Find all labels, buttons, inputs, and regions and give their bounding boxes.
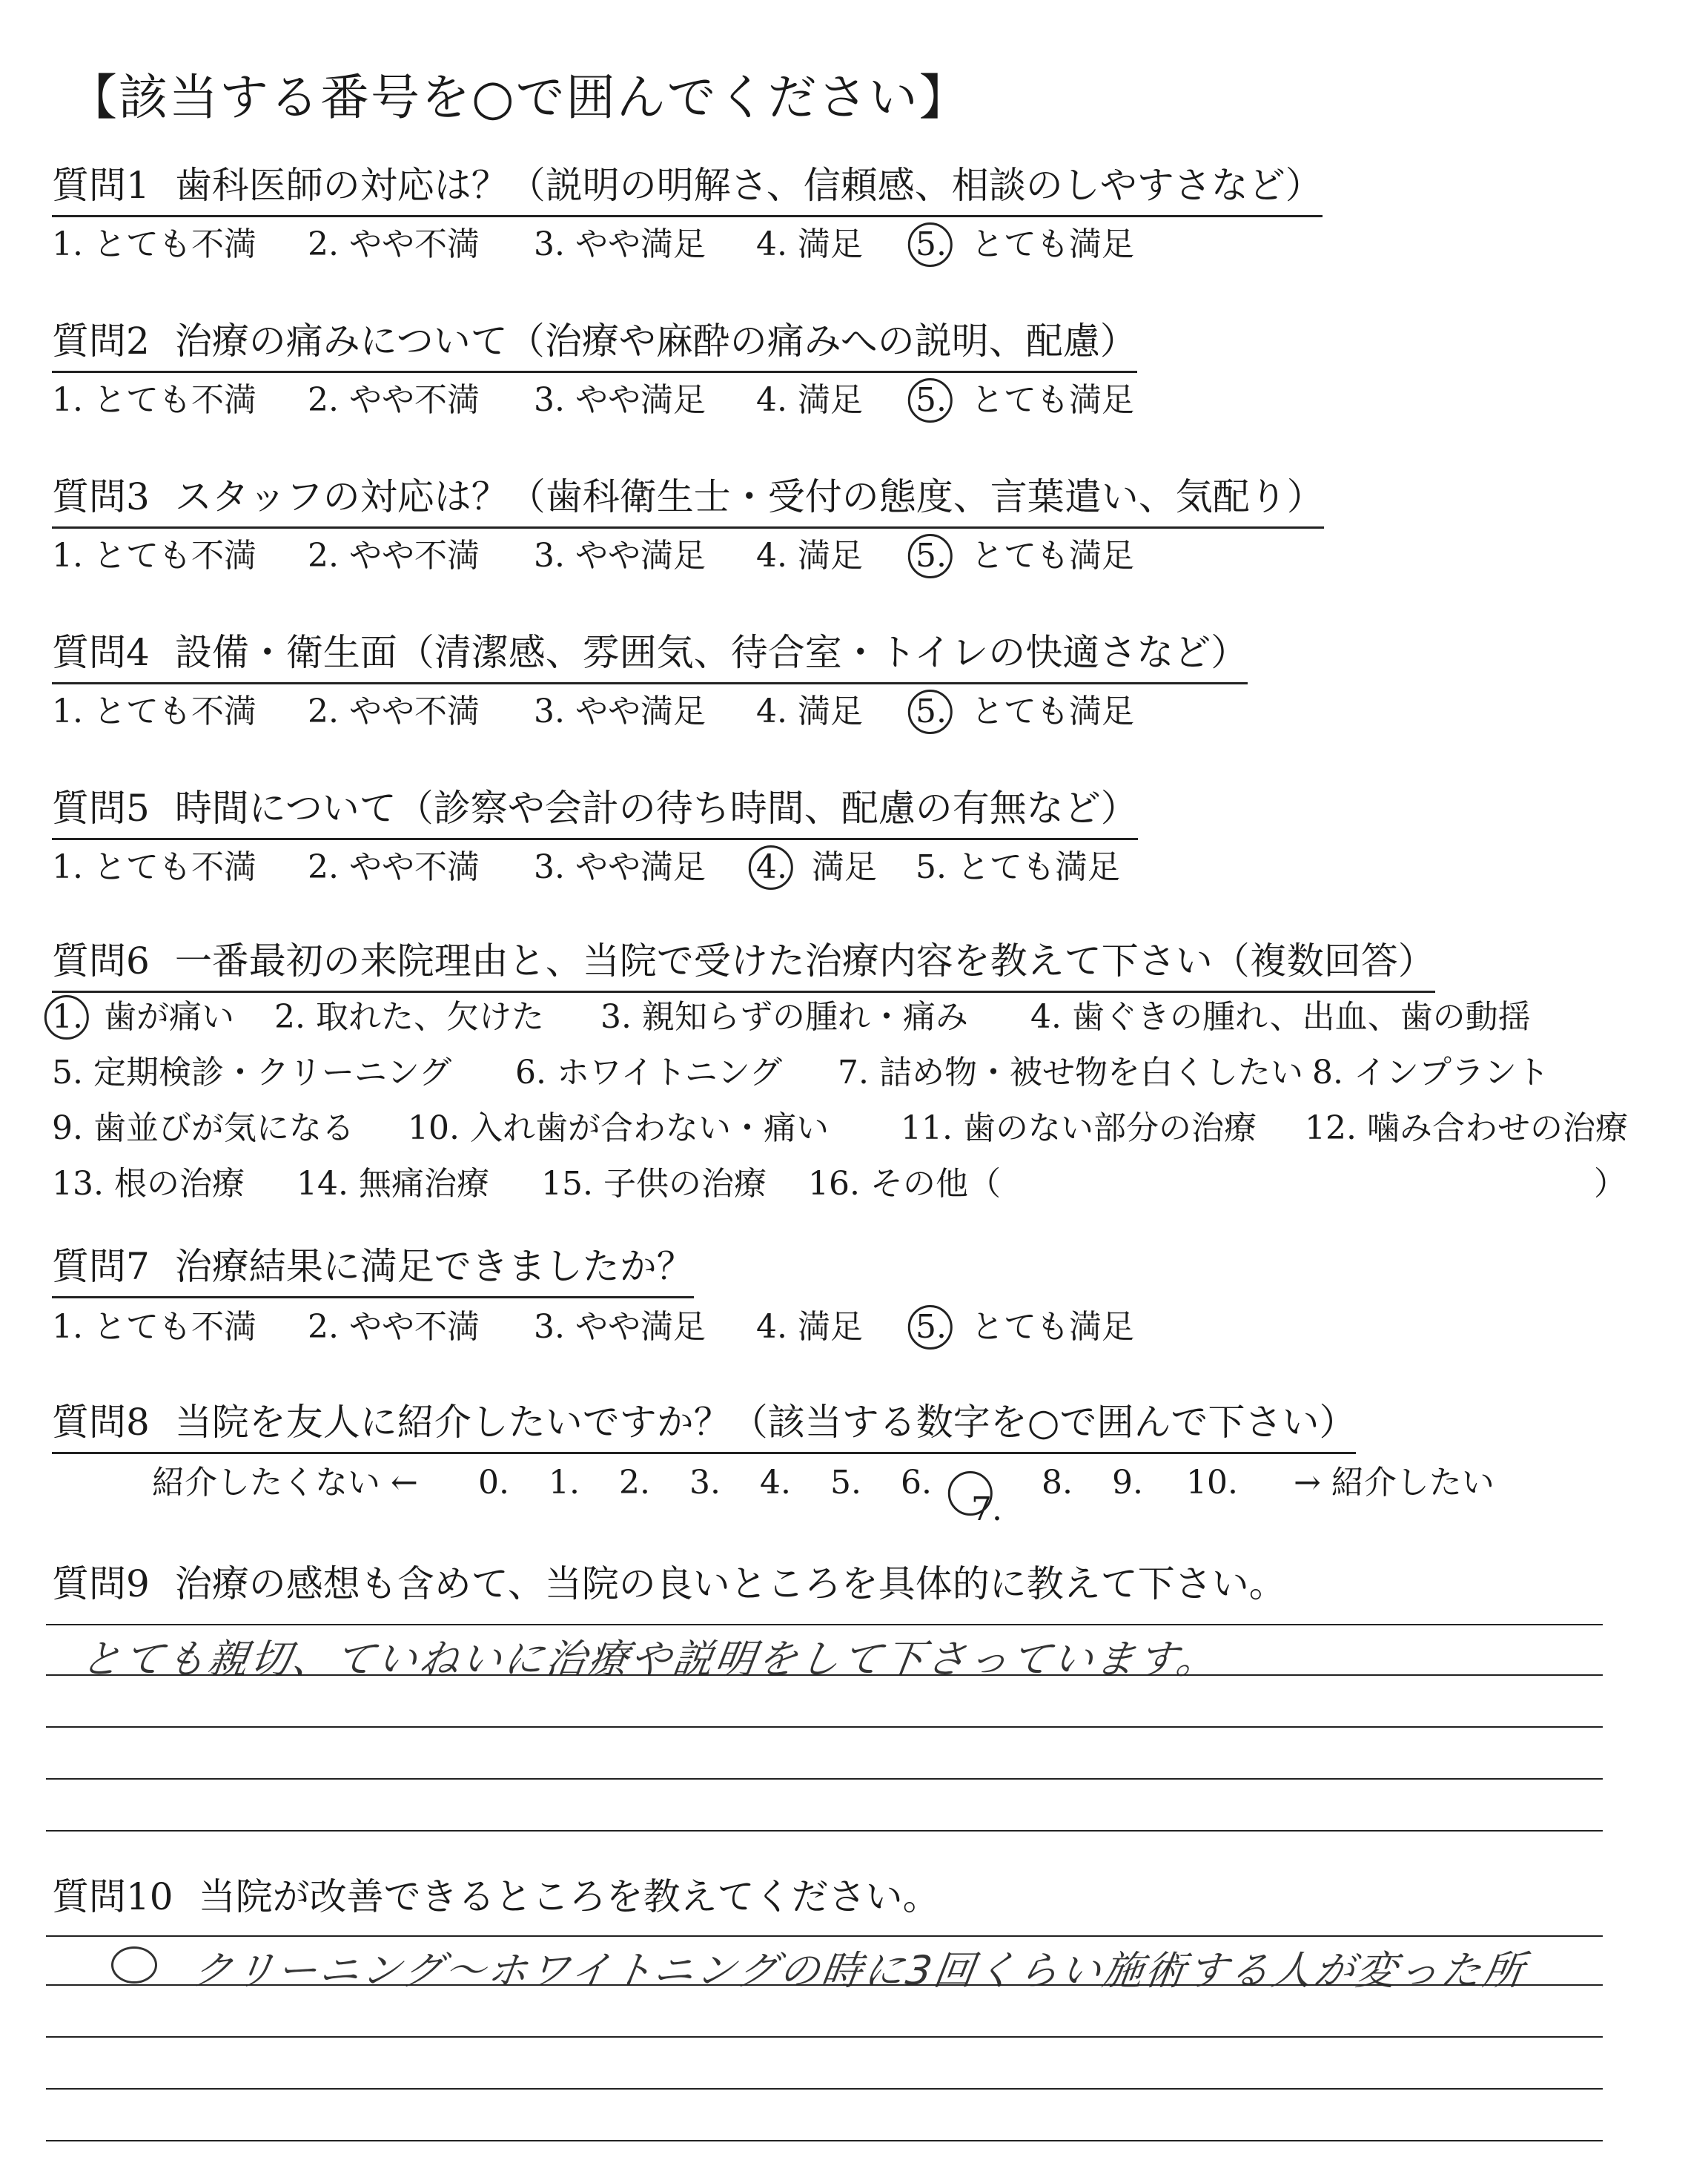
answer-line	[46, 2088, 1603, 2090]
q2-option-5[interactable]: 5.	[916, 384, 947, 417]
q2-option-4[interactable]: 4. 満足	[756, 381, 863, 419]
selection-circle	[44, 995, 89, 1040]
q3-option-1[interactable]: 1. とても不満	[52, 537, 256, 575]
q6-option-13[interactable]: 13. 根の治療	[52, 1165, 245, 1203]
q8-scale-5[interactable]: 5.	[830, 1464, 861, 1502]
q1-option-4[interactable]: 4. 満足	[756, 225, 863, 263]
q8-scale-9[interactable]: 9.	[1112, 1464, 1143, 1502]
q5-option-2[interactable]: 2. やや不満	[308, 848, 480, 886]
q10-handwritten-answer[interactable]: クリーニング〜ホワイトニングの時に3回くらい施術する人が変った所	[189, 1947, 1529, 1994]
q8-scale-10[interactable]: 10.	[1186, 1464, 1238, 1502]
q2-option-1[interactable]: 1. とても不満	[52, 381, 256, 419]
q4-option-1[interactable]: 1. とても不満	[52, 693, 256, 730]
question-6-text: 一番最初の来院理由と、当院で受けた治療内容を教えて下さい（複数回答）	[174, 939, 1435, 982]
selection-circle	[908, 222, 953, 267]
question-4-number: 質問4	[52, 631, 150, 674]
question-10-heading	[52, 1876, 940, 1926]
q6-option-5[interactable]: 5. 定期検診・クリーニング	[52, 1054, 452, 1091]
q4-option-2[interactable]: 2. やや不満	[308, 693, 480, 730]
q6-option-15[interactable]: 15. 子供の治療	[541, 1165, 767, 1203]
q3-option-5-label: とても満足	[971, 537, 1134, 575]
question-8-number: 質問8	[52, 1401, 150, 1444]
q6-option-3[interactable]: 3. 親知らずの腫れ・痛み	[600, 998, 968, 1036]
q6-option-14[interactable]: 14. 無痛治療	[297, 1165, 489, 1203]
question-1-heading	[52, 165, 1323, 217]
question-7-heading	[52, 1246, 694, 1298]
q6-option-8[interactable]: 8. インプラント	[1312, 1054, 1549, 1091]
question-3-text: スタッフの対応は？（歯科衛生士・受付の態度、言葉遣い、気配り）	[174, 475, 1324, 518]
q7-option-3[interactable]: 3. やや満足	[534, 1308, 706, 1346]
q5-option-5[interactable]: 5. とても満足	[916, 848, 1120, 886]
question-5-text: 時間について（診察や会計の待ち時間、配慮の有無など）	[174, 787, 1138, 830]
q8-scale-8[interactable]: 8.	[1042, 1464, 1073, 1502]
question-10-text: 当院が改善できるところを教えてください。	[198, 1875, 940, 1918]
q1-option-3[interactable]: 3. やや満足	[534, 225, 706, 263]
q6-option-1-label: 歯が痛い	[104, 998, 234, 1036]
q2-option-2[interactable]: 2. やや不満	[308, 381, 480, 419]
q4-option-5[interactable]: 5.	[916, 696, 947, 728]
q8-scale-3[interactable]: 3.	[689, 1464, 721, 1502]
selection-circle	[908, 534, 953, 578]
q8-right-label: → 紹介したい	[1294, 1464, 1494, 1502]
question-2-heading	[52, 320, 1137, 373]
answer-line	[46, 1674, 1603, 1676]
question-3-number: 質問3	[52, 475, 150, 518]
q2-option-5-label: とても満足	[971, 381, 1134, 419]
q5-option-3[interactable]: 3. やや満足	[534, 848, 706, 886]
question-5-heading	[52, 787, 1138, 840]
q6-option-6[interactable]: 6. ホワイトニング	[515, 1054, 783, 1091]
selection-circle	[908, 1305, 953, 1350]
q6-option-12[interactable]: 12. 噛み合わせの治療	[1305, 1109, 1628, 1147]
q7-option-2[interactable]: 2. やや不満	[308, 1308, 480, 1346]
answer-line	[46, 2036, 1603, 2038]
question-7-text: 治療結果に満足できましたか？	[174, 1245, 694, 1288]
q6-option-16[interactable]: 16. その他（	[808, 1165, 1001, 1203]
q8-scale-4[interactable]: 4.	[760, 1464, 791, 1502]
q8-scale-1[interactable]: 1.	[549, 1464, 580, 1502]
q3-option-2[interactable]: 2. やや不満	[308, 537, 480, 575]
page-title: 【該当する番号を○で囲んでください】	[68, 69, 970, 126]
q4-option-3[interactable]: 3. やや満足	[534, 693, 706, 730]
selection-circle	[908, 378, 953, 423]
q3-option-5[interactable]: 5.	[916, 540, 947, 572]
question-2-text: 治療の痛みについて（治療や麻酔の痛みへの説明、配慮）	[174, 320, 1137, 363]
question-6-number: 質問6	[52, 939, 150, 982]
q1-option-2[interactable]: 2. やや不満	[308, 225, 480, 263]
question-6-heading	[52, 940, 1435, 993]
answer-line	[46, 1778, 1603, 1780]
q2-option-3[interactable]: 3. やや満足	[534, 381, 706, 419]
q8-scale-2[interactable]: 2.	[619, 1464, 650, 1502]
q6-option-4[interactable]: 4. 歯ぐきの腫れ、出血、歯の動揺	[1030, 998, 1531, 1036]
handwritten-circle-mark	[111, 1946, 157, 1984]
question-7-number: 質問7	[52, 1245, 150, 1288]
question-5-number: 質問5	[52, 787, 150, 830]
q7-option-4[interactable]: 4. 満足	[756, 1308, 863, 1346]
q5-option-1[interactable]: 1. とても不満	[52, 848, 256, 886]
q6-option-11[interactable]: 11. 歯のない部分の治療	[901, 1109, 1257, 1147]
q7-option-1[interactable]: 1. とても不満	[52, 1308, 256, 1346]
q6-option-7[interactable]: 7. 詰め物・被せ物を白くしたい	[838, 1054, 1303, 1091]
q9-handwritten-answer[interactable]: とても親切、ていねいに治療や説明をして下さっています。	[78, 1636, 1222, 1682]
question-1-number: 質問1	[52, 164, 150, 207]
q6-option-1[interactable]: 1.	[52, 1001, 83, 1034]
q1-option-1[interactable]: 1. とても不満	[52, 225, 256, 263]
answer-line	[46, 2140, 1603, 2141]
answer-line	[46, 1830, 1603, 1832]
q4-option-5-label: とても満足	[971, 693, 1134, 730]
q6-option-2[interactable]: 2. 取れた、欠けた	[274, 998, 544, 1036]
q7-option-5[interactable]: 5.	[916, 1311, 947, 1344]
selection-circle	[908, 690, 953, 734]
q3-option-3[interactable]: 3. やや満足	[534, 537, 706, 575]
question-9-heading	[52, 1563, 1286, 1614]
question-4-text: 設備・衛生面（清潔感、雰囲気、待合室・トイレの快適さなど）	[174, 631, 1248, 674]
answer-line	[46, 1726, 1603, 1728]
q3-option-4[interactable]: 4. 満足	[756, 537, 863, 575]
question-9-text: 治療の感想も含めて、当院の良いところを具体的に教えて下さい。	[174, 1562, 1286, 1605]
question-2-number: 質問2	[52, 320, 150, 363]
q1-option-5-label: とても満足	[971, 225, 1134, 263]
q4-option-4[interactable]: 4. 満足	[756, 693, 863, 730]
q7-option-5-label: とても満足	[971, 1308, 1134, 1346]
question-9-number: 質問9	[52, 1562, 150, 1605]
selection-circle	[749, 845, 793, 890]
q8-scale-6[interactable]: 6.	[901, 1464, 932, 1502]
q8-scale-0[interactable]: 0.	[478, 1464, 509, 1502]
selection-circle	[948, 1471, 993, 1516]
question-4-heading	[52, 632, 1248, 684]
q8-left-label: 紹介したくない ←	[152, 1464, 418, 1502]
q1-option-5[interactable]: 5.	[916, 228, 947, 261]
answer-line	[46, 1984, 1603, 1986]
question-3-heading	[52, 476, 1324, 529]
question-8-text: 当院を友人に紹介したいですか？（該当する数字を○で囲んで下さい）	[174, 1401, 1357, 1444]
q6-option-9[interactable]: 9. 歯並びが気になる	[52, 1109, 354, 1147]
question-1-text: 歯科医師の対応は？（説明の明解さ、信頼感、相談のしやすさなど）	[174, 164, 1323, 207]
answer-line	[46, 1624, 1603, 1625]
question-10-number: 質問10	[52, 1875, 173, 1918]
q6-other-close-paren: ）	[1594, 1165, 1626, 1203]
q5-option-4-label: 満足	[812, 848, 877, 886]
question-8-heading	[52, 1401, 1356, 1454]
q5-option-4[interactable]: 4.	[756, 851, 787, 884]
q6-option-10[interactable]: 10. 入れ歯が合わない・痛い	[408, 1109, 829, 1147]
answer-line	[46, 1935, 1603, 1937]
